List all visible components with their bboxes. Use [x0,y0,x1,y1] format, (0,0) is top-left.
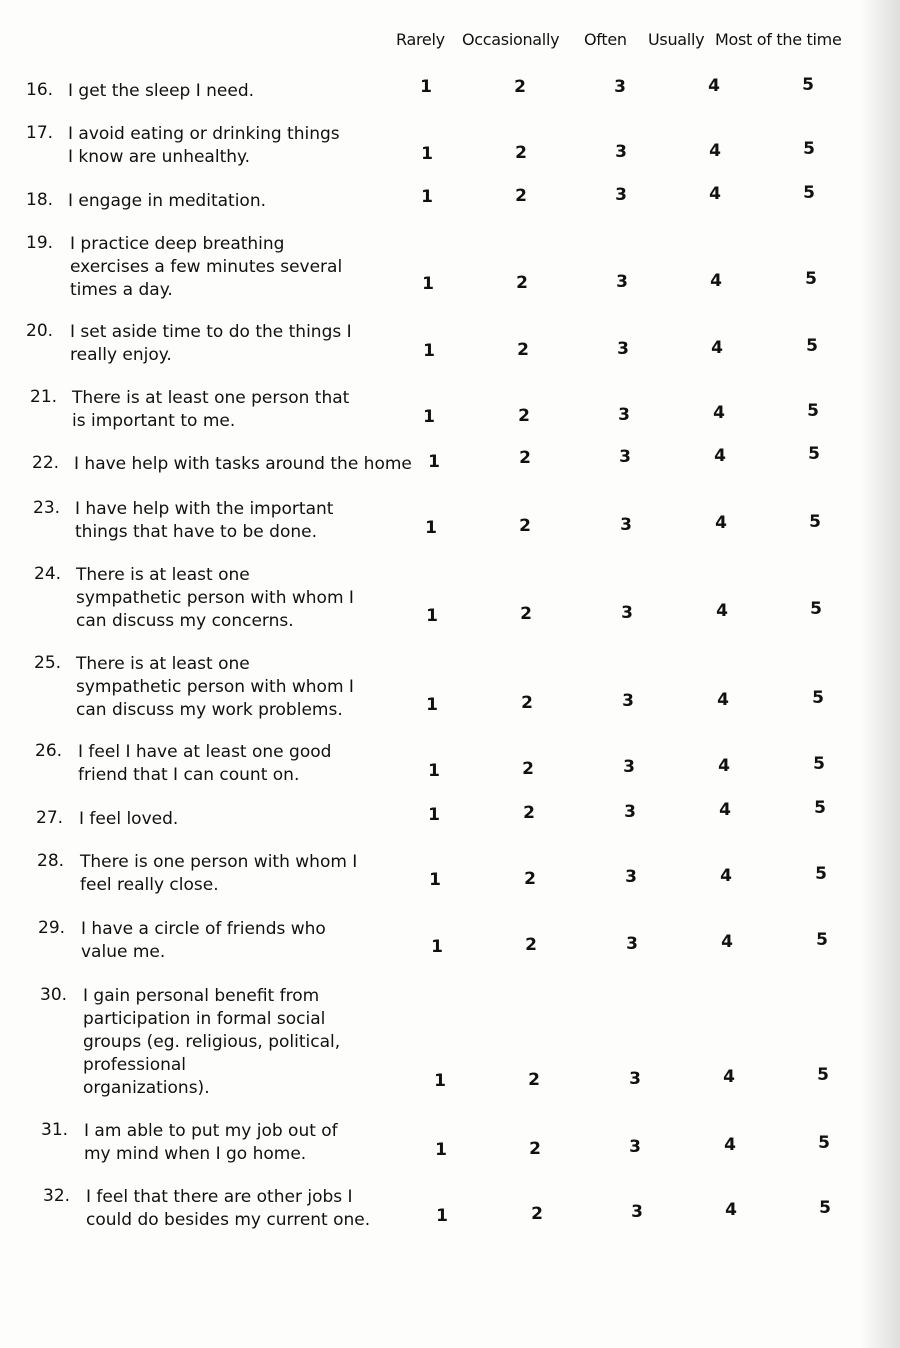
question-text: I feel I have at least one good friend that I can count on. [78,742,332,785]
score-most-of-the-time: 5 [816,930,828,950]
score-often: 3 [615,185,627,205]
score-usually: 4 [710,271,722,291]
question-number: 20. [26,321,54,341]
score-often: 3 [631,1202,643,1222]
score-most-of-the-time: 5 [817,1065,829,1085]
score-occasionally: 2 [519,448,531,468]
question-number: 27. [36,808,64,828]
score-most-of-the-time: 5 [814,798,826,818]
question-number: 25. [34,653,62,673]
score-often: 3 [621,603,633,623]
question-number: 32. [43,1186,71,1206]
question-text: There is one person with whom I feel really close. [80,852,358,895]
question-text: I have help with the important things that have to be done. [75,499,334,542]
score-often: 3 [623,757,635,777]
question-number: 21. [30,387,58,407]
score-occasionally: 2 [517,340,529,360]
score-often: 3 [629,1069,641,1089]
score-often: 3 [618,405,630,425]
question-text: I feel loved. [79,809,179,829]
score-most-of-the-time: 5 [806,336,818,356]
score-rarely: 1 [421,144,433,164]
score-usually: 4 [715,513,727,533]
score-often: 3 [620,515,632,535]
score-often: 3 [629,1137,641,1157]
score-occasionally: 2 [515,186,527,206]
score-rarely: 1 [425,518,437,538]
question-text: I have a circle of friends who value me. [81,919,326,962]
score-occasionally: 2 [516,273,528,293]
score-occasionally: 2 [521,693,533,713]
question-number: 26. [35,741,63,761]
score-most-of-the-time: 5 [805,269,817,289]
score-usually: 4 [725,1200,737,1220]
page-edge-shadow [860,0,900,1348]
score-rarely: 1 [423,407,435,427]
score-usually: 4 [716,601,728,621]
score-often: 3 [626,934,638,954]
scale-header-rarely: Rarely [396,30,445,49]
score-usually: 4 [709,141,721,161]
score-occasionally: 2 [514,77,526,97]
score-usually: 4 [720,866,732,886]
score-occasionally: 2 [529,1139,541,1159]
score-occasionally: 2 [518,406,530,426]
score-rarely: 1 [429,870,441,890]
score-most-of-the-time: 5 [803,139,815,159]
score-rarely: 1 [423,341,435,361]
score-occasionally: 2 [520,604,532,624]
question-text: I engage in meditation. [68,191,266,211]
question-number: 29. [38,918,66,938]
score-most-of-the-time: 5 [802,75,814,95]
score-occasionally: 2 [523,803,535,823]
score-most-of-the-time: 5 [809,512,821,532]
score-usually: 4 [723,1067,735,1087]
score-rarely: 1 [431,937,443,957]
score-often: 3 [624,802,636,822]
question-number: 30. [40,985,68,1005]
score-usually: 4 [718,756,730,776]
score-often: 3 [622,691,634,711]
question-text: I gain personal benefit from participation in formal social groups (eg. religious, political, professional organizations). [83,986,341,1098]
question-number: 17. [26,123,54,143]
score-rarely: 1 [421,187,433,207]
question-number: 16. [26,80,54,100]
question-number: 23. [33,498,61,518]
question-text: I get the sleep I need. [68,81,255,101]
question-text: There is at least one sympathetic person with whom I can discuss my concerns. [76,565,354,631]
score-occasionally: 2 [524,869,536,889]
question-text: There is at least one sympathetic person with whom I can discuss my work problems. [76,654,354,720]
score-most-of-the-time: 5 [808,444,820,464]
question-number: 18. [26,190,54,210]
score-occasionally: 2 [525,935,537,955]
score-usually: 4 [717,690,729,710]
score-often: 3 [614,77,626,97]
question-number: 22. [32,453,60,473]
question-text: I have help with tasks around the home [74,454,412,474]
scale-header-most-of-the-time: Most of the time [715,30,842,49]
question-text: I am able to put my job out of my mind when I go home. [84,1121,338,1164]
question-text: I avoid eating or drinking things I know are unhealthy. [68,124,340,167]
score-often: 3 [619,447,631,467]
score-rarely: 1 [428,805,440,825]
score-often: 3 [615,142,627,162]
score-usually: 4 [714,446,726,466]
question-number: 31. [41,1120,69,1140]
score-most-of-the-time: 5 [812,688,824,708]
question-text: I feel that there are other jobs I could do besides my current one. [86,1187,371,1230]
score-rarely: 1 [426,606,438,626]
question-text: I set aside time to do the things I really enjoy. [70,322,352,365]
scale-header-usually: Usually [648,30,705,49]
score-rarely: 1 [435,1140,447,1160]
score-rarely: 1 [434,1071,446,1091]
score-most-of-the-time: 5 [810,599,822,619]
score-usually: 4 [709,184,721,204]
question-text: I practice deep breathing exercises a few minutes several times a day. [70,234,343,300]
score-usually: 4 [708,76,720,96]
score-rarely: 1 [436,1206,448,1226]
score-occasionally: 2 [528,1070,540,1090]
score-usually: 4 [713,403,725,423]
question-number: 24. [34,564,62,584]
score-rarely: 1 [428,761,440,781]
scale-header-often: Often [584,30,627,49]
score-rarely: 1 [422,274,434,294]
score-usually: 4 [711,338,723,358]
score-most-of-the-time: 5 [803,183,815,203]
score-usually: 4 [721,932,733,952]
score-most-of-the-time: 5 [815,864,827,884]
score-rarely: 1 [426,695,438,715]
score-most-of-the-time: 5 [819,1198,831,1218]
score-occasionally: 2 [515,143,527,163]
score-most-of-the-time: 5 [807,401,819,421]
score-usually: 4 [724,1135,736,1155]
question-text: There is at least one person that is important to me. [72,388,350,431]
score-most-of-the-time: 5 [813,754,825,774]
score-often: 3 [625,867,637,887]
score-often: 3 [617,339,629,359]
score-usually: 4 [719,800,731,820]
question-number: 19. [26,233,54,253]
score-rarely: 1 [420,77,432,97]
score-most-of-the-time: 5 [818,1133,830,1153]
scale-header-occasionally: Occasionally [462,30,560,49]
scale-header [0,30,900,60]
score-often: 3 [616,272,628,292]
score-occasionally: 2 [522,759,534,779]
score-occasionally: 2 [531,1204,543,1224]
score-rarely: 1 [428,452,440,472]
score-occasionally: 2 [519,516,531,536]
question-number: 28. [37,851,65,871]
